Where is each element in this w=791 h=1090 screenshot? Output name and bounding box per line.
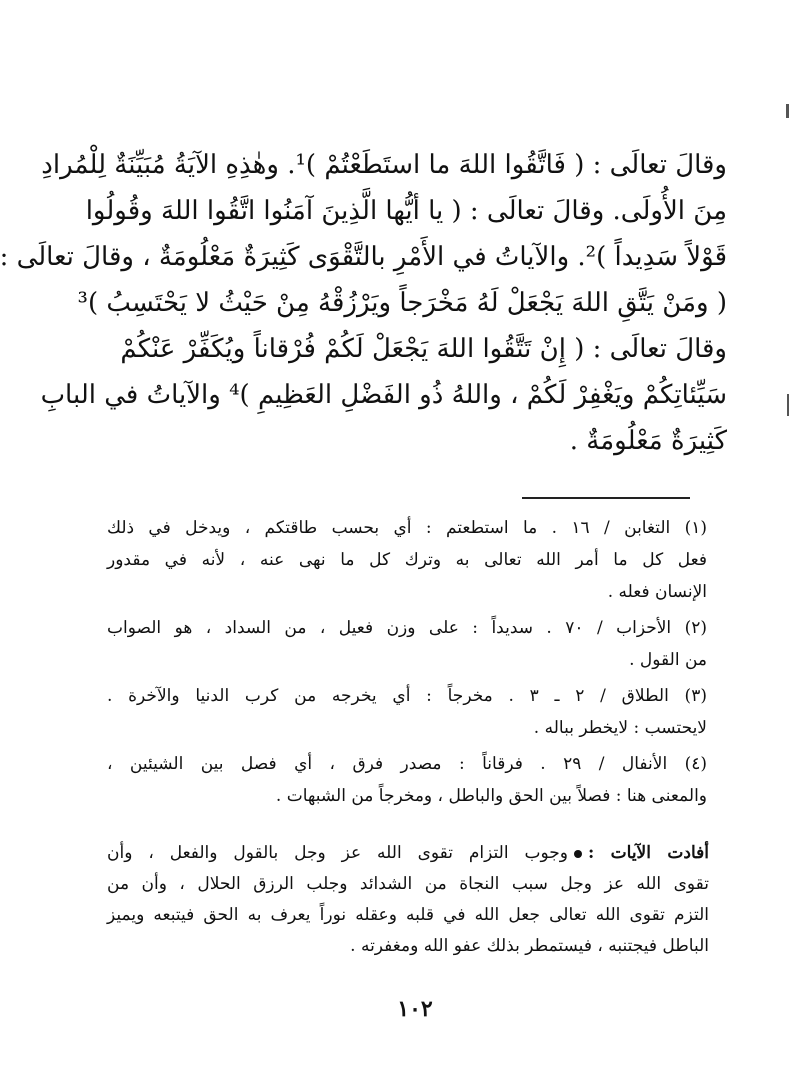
footnote-4	[107, 748, 707, 812]
benefits-line: تقوى الله عز وجل سبب النجاة من الشدائد وجلب الرزق الحلال ، وأن من	[107, 874, 709, 894]
footnote-line: الإنسان فعله .	[607, 582, 707, 602]
footnote-1	[107, 512, 707, 608]
footnote-line: من القول .	[629, 650, 707, 670]
bullet-icon	[574, 850, 582, 858]
footnote-2	[107, 612, 707, 676]
footnote-line: والمعنى هنا : فصلاً بين الحق والباطل ، ومخرجاً من الشبهات .	[275, 786, 707, 806]
footnote-line: (٤) الأنفال / ٢٩ . فرقاناً : مصدر فرق ، أي فصل بين الشيئين ،	[107, 754, 707, 774]
footnote-line: فعل كل ما أمر الله تعالى به وترك كل ما نهى عنه ، لأنه في مقدور	[107, 550, 707, 570]
benefits-first-line	[107, 838, 709, 869]
footnote-line: (١) التغابن / ١٦ . ما استطعتم : أي بحسب طاقتكم ، ويدخل في ذلك	[107, 518, 707, 538]
scan-edge-mark-top	[786, 104, 789, 118]
benefits-line: وجوب التزام تقوى الله عز وجل بالقول والفعل ، وأن	[107, 843, 568, 863]
footnote-3	[107, 680, 707, 744]
benefits-heading: أفادت الآيات :	[587, 843, 709, 863]
benefits-line: الباطل فيجتنبه ، فيستمطر بذلك عفو الله ومغفرته .	[350, 936, 709, 956]
footnote-divider	[522, 497, 690, 499]
benefits-line: التزم تقوى الله تعالى جعل الله في قلبه وعقله نوراً يعرف به الحق فيتبعه ويميز	[107, 905, 709, 925]
scan-edge-mark-middle	[787, 394, 789, 416]
footnote-line: (٣) الطلاق / ٢ ـ ٣ . مخرجاً : أي يخرجه من كرب الدنيا والآخرة .	[107, 686, 707, 706]
main-text-line: سَيِّئاتِكُمْ ويَغْفِرْ لَكُمْ ، واللهُ ذُو الفَضْلِ العَظِيمِ )⁴ والآياتُ في البابِ	[40, 380, 727, 410]
footnotes	[107, 512, 707, 816]
main-text-line: وقالَ تعالَى : ( إِنْ تَتَّقُوا اللهَ يَجْعَلْ لَكُمْ فُرْقاناً ويُكَفِّرْ عَنْكُمْ	[120, 334, 727, 364]
main-text-line: وقالَ تعالَى : ( فَاتَّقُوا اللهَ ما استَطَعْتُمْ )¹. وهٰذِهِ الآيَةُ مُبَيِّنَةٌ لِلْمُرادِ	[41, 150, 727, 180]
main-text-line: ( ومَنْ يَتَّقِ اللهَ يَجْعَلْ لَهُ مَخْرَجاً ويَرْزُقْهُ مِنْ حَيْثُ لا يَحْتَسِبُ )³	[77, 288, 727, 318]
verses-benefits	[107, 838, 709, 962]
main-text-line: مِنَ الأُولَى. وقالَ تعالَى : ( يا أيُّها الَّذِينَ آمَنُوا اتَّقُوا اللهَ وقُولُوا	[85, 196, 727, 226]
main-text-line: كَثِيرَةٌ مَعْلُومَةٌ .	[569, 426, 727, 456]
main-text	[0, 142, 727, 464]
footnote-line: لايحتسب : لايخطر بباله .	[533, 718, 707, 738]
footnote-line: (٢) الأحزاب / ٧٠ . سديداً : على وزن فعيل ، من السداد ، هو الصواب	[107, 618, 708, 638]
page-number: ١٠٢	[397, 996, 433, 1022]
main-text-line: قَوْلاً سَدِيداً )². والآياتُ في الأَمْرِ بالتَّقْوَى كَثِيرَةٌ مَعْلُومَةٌ ، وقالَ تعالَى :	[0, 242, 727, 272]
